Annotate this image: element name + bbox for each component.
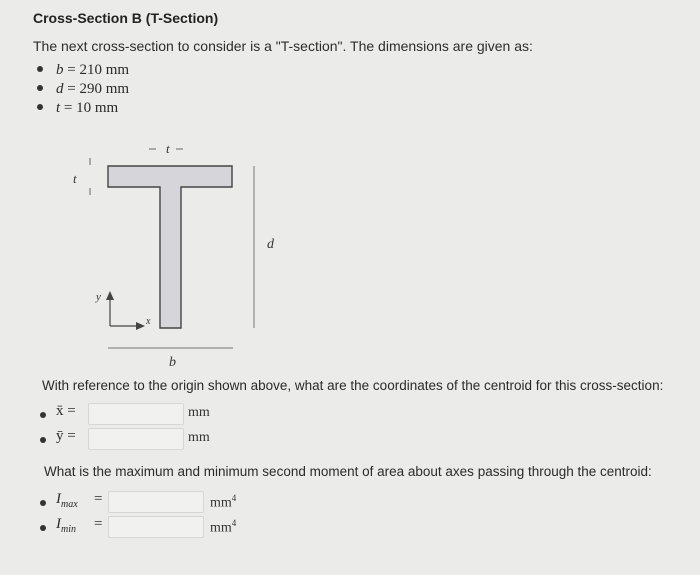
dimension-symbol: d xyxy=(56,81,64,97)
moment-question: What is the maximum and minimum second moment of area about axes passing through the centroid: xyxy=(44,464,652,479)
t-dimension-top xyxy=(149,141,183,156)
bullet-icon xyxy=(40,525,46,531)
i-symbol: I xyxy=(56,516,61,532)
arrow-right-icon xyxy=(136,322,145,330)
dimension-value: = 210 mm xyxy=(67,62,130,78)
section-title: Cross-Section B (T-Section) xyxy=(33,10,219,26)
y-bar-symbol: ȳ = xyxy=(56,428,76,444)
i-max-unit xyxy=(210,493,236,512)
intro-text: The next cross-section to consider is a "T-section". The dimensions are given as: xyxy=(33,38,533,54)
i-symbol: I xyxy=(56,491,61,507)
unit-exponent: 4 xyxy=(231,518,237,528)
equals-sign: = xyxy=(94,516,103,532)
bullet-icon xyxy=(40,412,46,418)
label-t-top: t xyxy=(166,141,170,156)
d-dimension xyxy=(254,166,275,328)
b-dimension xyxy=(108,348,233,370)
t-dimension-left xyxy=(73,158,90,195)
label-d: d xyxy=(267,237,274,252)
i-min-input[interactable] xyxy=(108,516,204,538)
i-min-symbol xyxy=(56,516,76,535)
origin-axes xyxy=(95,291,151,330)
axis-label-y: y xyxy=(96,291,101,303)
centroid-y-unit: mm xyxy=(188,430,210,445)
centroid-question: With reference to the origin shown above, what are the coordinates of the centroid for this cross-section: xyxy=(42,378,664,393)
dimension-symbol: t xyxy=(56,100,61,116)
arrow-up-icon xyxy=(106,291,114,300)
i-max-symbol xyxy=(56,491,78,510)
i-max-input[interactable] xyxy=(108,491,204,513)
unit-exponent: 4 xyxy=(231,493,237,503)
centroid-x-input[interactable] xyxy=(88,403,184,425)
t-section-shape xyxy=(108,166,232,328)
dimension-symbol: b xyxy=(56,62,64,78)
equals-sign: = xyxy=(94,491,103,507)
unit-text: mm xyxy=(210,495,232,511)
centroid-y-input[interactable] xyxy=(88,428,184,450)
i-min-unit xyxy=(210,518,236,537)
dimension-value: = 10 mm xyxy=(63,100,119,116)
x-bar-symbol: x̄ = xyxy=(56,403,76,419)
axis-label-x: x xyxy=(146,316,151,327)
i-min-subscript: min xyxy=(61,524,76,535)
i-max-subscript: max xyxy=(61,499,78,510)
label-b: b xyxy=(169,355,176,370)
bullet-icon xyxy=(40,500,46,506)
dimension-value: = 290 mm xyxy=(67,81,130,97)
label-t-left: t xyxy=(73,171,77,186)
unit-text: mm xyxy=(210,520,232,536)
centroid-x-unit: mm xyxy=(188,405,210,420)
bullet-icon xyxy=(40,437,46,443)
